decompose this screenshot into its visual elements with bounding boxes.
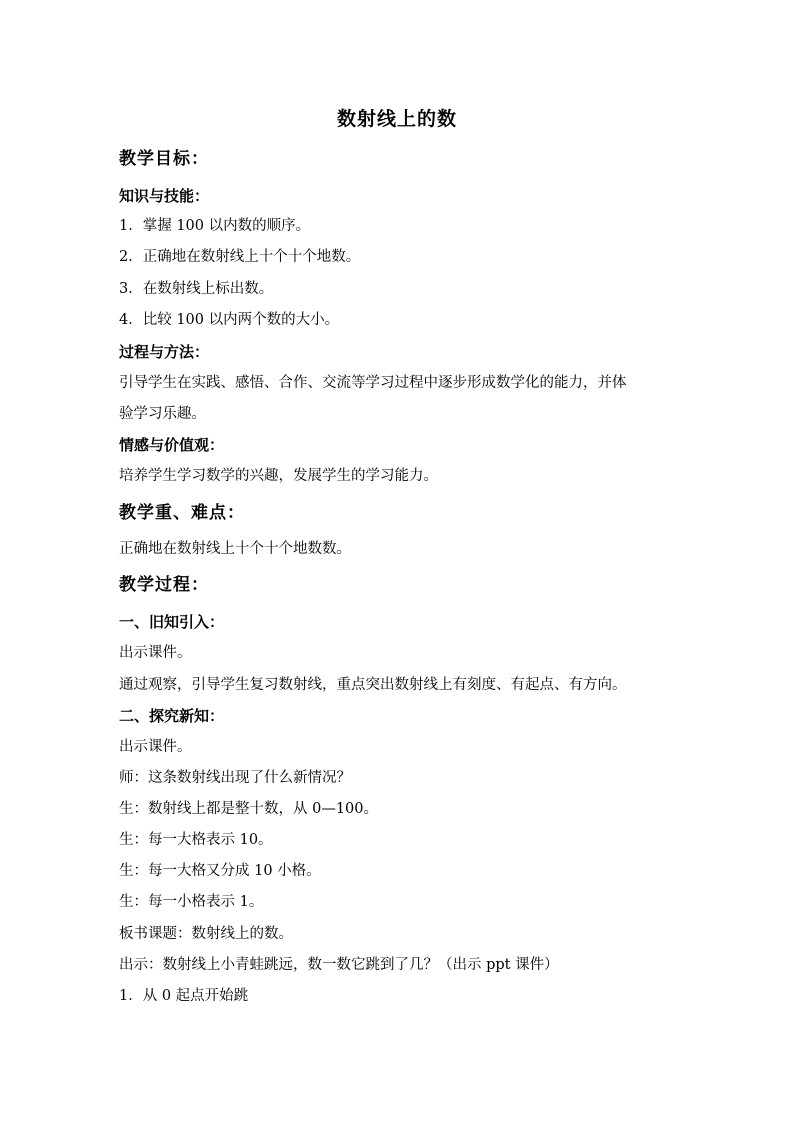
knowledge-item-4: 4．比较 100 以内两个数的大小。 bbox=[119, 312, 340, 328]
section1-line-1: 出示课件。 bbox=[119, 645, 192, 661]
process-heading: 过程与方法： bbox=[119, 343, 210, 361]
section2-line-6: 生：每一小格表示 1。 bbox=[119, 894, 264, 910]
process-line-2: 验学习乐趣。 bbox=[119, 406, 206, 422]
section2-heading: 二、探究新知： bbox=[119, 707, 225, 725]
section1-line-2: 通过观察，引导学生复习数射线，重点突出数射线上有刻度、有起点、有方向。 bbox=[119, 677, 627, 693]
section2-line-8: 出示：数射线上小青蛙跳远，数一数它跳到了几？（出示 ppt 课件） bbox=[119, 957, 559, 973]
key-heading: 教学重、难点： bbox=[119, 503, 245, 523]
objectives-heading: 教学目标： bbox=[119, 149, 209, 169]
knowledge-item-1: 1．掌握 100 以内数的顺序。 bbox=[119, 218, 311, 234]
knowledge-item-2: 2．正确地在数射线上十个十个地数。 bbox=[119, 249, 361, 265]
emotion-heading: 情感与价值观： bbox=[119, 436, 225, 454]
key-text: 正确地在数射线上十个十个地数数。 bbox=[119, 541, 351, 557]
section2-line-3: 生：数射线上都是整十数，从 0—100。 bbox=[119, 801, 379, 817]
section1-heading: 一、旧知引入： bbox=[119, 613, 225, 631]
procedure-heading: 教学过程： bbox=[119, 575, 209, 595]
section2-line-1: 出示课件。 bbox=[119, 739, 192, 755]
section2-line-4: 生：每一大格表示 10。 bbox=[119, 832, 273, 848]
section2-line-5: 生：每一大格又分成 10 小格。 bbox=[119, 863, 321, 879]
section2-line-2: 师：这条数射线出现了什么新情况？ bbox=[119, 770, 351, 786]
knowledge-heading: 知识与技能： bbox=[119, 187, 210, 205]
process-line-1: 引导学生在实践、感悟、合作、交流等学习过程中逐步形成数学化的能力，并体 bbox=[119, 375, 627, 391]
document-title: 数射线上的数 bbox=[336, 108, 457, 130]
knowledge-item-3: 3．在数射线上标出数。 bbox=[119, 281, 274, 297]
section2-line-7: 板书课题：数射线上的数。 bbox=[119, 926, 293, 942]
emotion-text: 培养学生学习数学的兴趣，发展学生的学习能力。 bbox=[119, 468, 438, 484]
section2-line-9: 1．从 0 起点开始跳 bbox=[119, 988, 249, 1004]
